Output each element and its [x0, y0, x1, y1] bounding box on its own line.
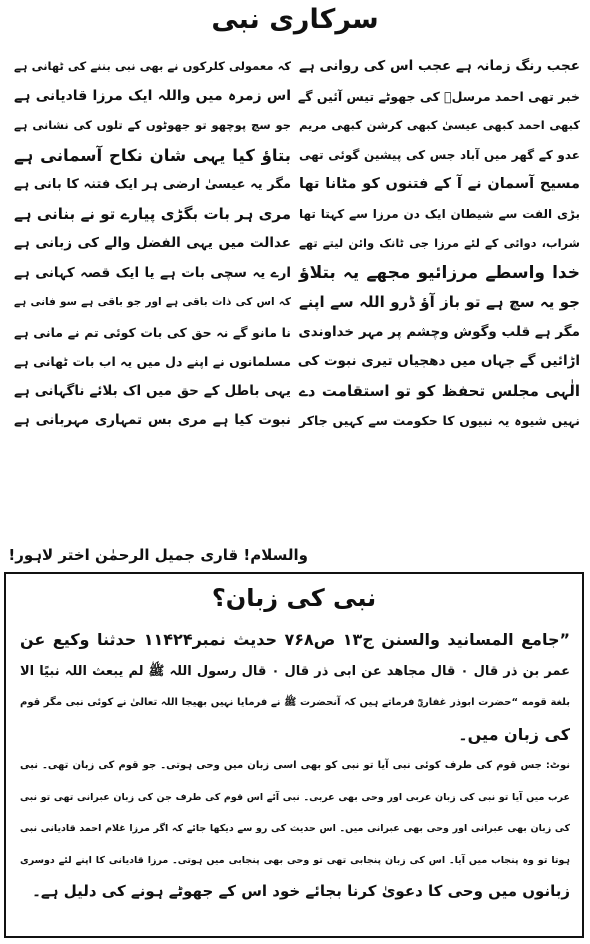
couplet	[6, 200, 584, 230]
note-text-line: نوٹ: جس قوم کی طرف کوئی نبی آیا تو نبی کو بھی اسی زبان میں وحی ہوتی۔ جو قوم کی زبان تھی۔ نبی	[20, 760, 570, 771]
verse-second-line: نبوت کیا ہے مری بس تمہاری مہربانی ہے	[14, 412, 291, 428]
author-signature: والسلام! قاری جمیل الرحمٰن اختر لاہور!	[8, 546, 308, 564]
note-text-line: زبانوں میں وحی کا دعویٰ کرنا بجائے خود اس کے جھوٹے ہونے کی دلیل ہے۔	[32, 882, 570, 900]
verse-first-line: خدا واسطے مرزائیو مجھے یہ بتلاؤ	[299, 262, 580, 283]
verse-second-line: جو سچ پوچھو تو جھوٹوں کے تلوں کی نشانی ہے	[14, 118, 291, 132]
verse-second-line: یہی باطل کے حق میں اک بلائے ناگہانی ہے	[14, 382, 291, 399]
verse-first-line: الٰہی مجلس تحفظ کو تو استقامت دے	[299, 381, 580, 400]
poem-title: سرکاری نبی	[211, 4, 379, 35]
hadith-text-line: عمر بن ذر قال ۰ قال مجاھد عن ابی ذر قال ۰ قال رسول اللہ ﷺ لم یبعث اللہ نبیًا الا	[20, 663, 570, 679]
hadith-text-line: بلغة قومه “حضرت ابوذر غفاریؓ فرماتے ہیں کہ آنحضرت ﷺ نے فرمایا نہیں بھیجا اللہ تعالیٰ نے کوئی نبی مگر قوم	[20, 697, 570, 708]
note-text-line: کی زبان بھی عبرانی اور وحی بھی عبرانی میں۔ اس حدیث کی رو سے دیکھا جائے کہ اگر مرزا غلام احمد قادیانی نبی	[20, 823, 570, 834]
couplet	[6, 347, 584, 377]
verse-second-line: عدالت میں یہی الفضل والے کی زبانی ہے	[14, 235, 291, 251]
verse-first-line: کبھی احمد کبھی عیسیٰ کبھی کرشن کبھی مریم	[299, 118, 580, 132]
hadith-text-line: کی زبان میں۔	[458, 724, 570, 744]
verse-second-line: اس زمرہ میں واللہ ایک مرزا قادیانی ہے	[14, 87, 291, 104]
note-text-line: عرب میں آیا تو نبی کی زبان عربی اور وحی بھی عربی۔ نبی آئے اس قوم کی طرف جن کی زبان عبرانی تھی تو نبی	[20, 791, 570, 803]
poem	[6, 52, 584, 562]
verse-second-line: کہ اس کی ذات باقی ہے اور جو باقی ہے سو فانی ہے	[14, 296, 291, 308]
hadith-box	[4, 572, 584, 938]
box-body	[20, 624, 570, 908]
couplet	[6, 82, 584, 112]
verse-second-line: مسلمانوں نے اپنے دل میں یہ اب بات ٹھانی ہے	[14, 354, 291, 369]
verse-first-line: عجب رنگ زمانہ ہے عجب اس کی روانی ہے	[299, 58, 580, 74]
couplet	[6, 229, 584, 259]
verse-first-line: مسیح آسمان نے آ کے فتنوں کو مٹانا تھا	[299, 176, 580, 192]
couplet	[6, 406, 584, 436]
verse-second-line: نا مانو گے نہ حق کی بات کوئی تم نے مانی ہے	[14, 324, 291, 340]
verse-first-line: خبر تھی احمد مرسلؐ کی جھوٹے تیس آئیں گے	[297, 88, 580, 104]
verse-first-line: مگر ہے قلب وگوش وچشم پر مہر خداوندی	[298, 323, 580, 340]
verse-first-line: بڑی الفت سے شیطان ایک دن مرزا سے کہتا تھا	[299, 206, 580, 221]
note-text-line: ہوتا تو وہ پنجاب میں آیا۔ اس کی زبان پنجابی تھی تو وحی بھی پنجابی میں ہوتی۔ مرزا قادیانی کا اپنے لئے دوسری	[20, 854, 570, 866]
couplet	[6, 377, 584, 407]
verse-second-line: مری ہر بات بگڑی پیارے تو نے بنانی ہے	[14, 204, 291, 223]
couplet	[6, 288, 584, 318]
couplet	[6, 111, 584, 141]
couplet	[6, 170, 584, 200]
verse-second-line: کہ معمولی کلرکوں نے بھی نبی بننے کی ٹھانی ہے	[14, 59, 291, 73]
verse-first-line: عدو کے گھر میں آباد جس کی پیشین گوئی تھی	[299, 147, 580, 162]
verse-first-line: شراب، دوائی کے لئے مرزا جی ٹانک وائن لیتے تھے	[299, 236, 580, 250]
hadith-text-line: ”جامع المسانید والسنن ج۱۳ ص۷۶۸ حدیث نمبر۱۱۴۲۴ حدثنا وکیع عن	[20, 630, 570, 649]
verse-first-line: نہیں شیوہ یہ نبیوں کا حکومت سے کہیں جاکر	[299, 413, 580, 428]
verse-first-line: اڑائیں گے جہاں میں دھجیاں تیری نبوت کی	[297, 353, 580, 369]
couplet	[6, 318, 584, 348]
couplet	[6, 52, 584, 82]
verse-second-line: مگر یہ عیسیٰ ارضی ہر ایک فتنہ کا بانی ہے	[14, 177, 291, 192]
verse-first-line: جو یہ سچ ہے تو باز آؤ ڈرو اللہ سے اپنے	[299, 293, 580, 311]
verse-second-line: بتاؤ کیا یہی شان نکاح آسمانی ہے	[14, 145, 291, 165]
couplet	[6, 141, 584, 171]
verse-second-line: ارے یہ سچی بات ہے یا ایک قصہ کہانی ہے	[14, 264, 291, 281]
couplet	[6, 259, 584, 289]
box-title: نبی کی زبان؟	[211, 584, 377, 612]
